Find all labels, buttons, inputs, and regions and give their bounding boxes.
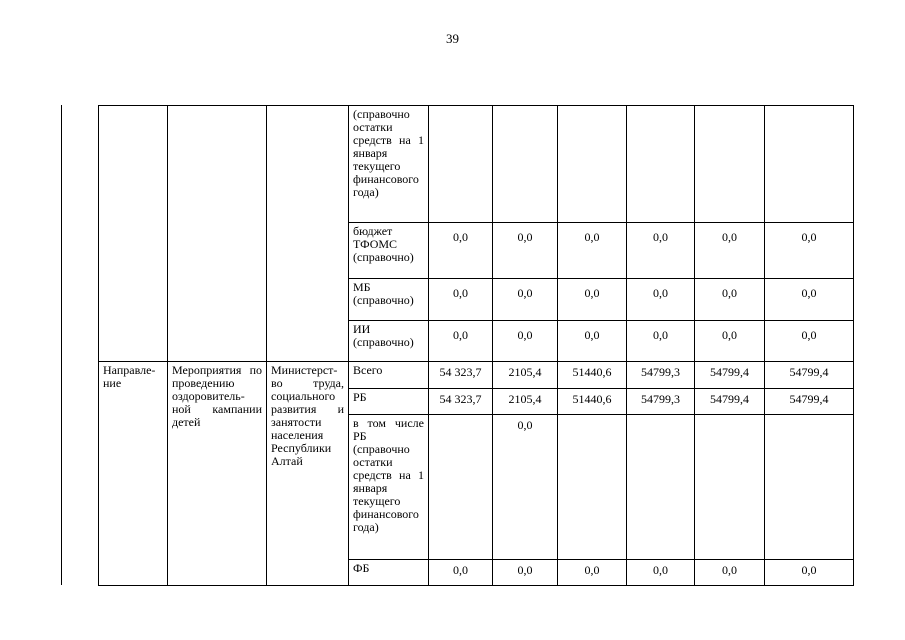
value-cell: 0,0 [493, 223, 558, 279]
budget-table [98, 105, 854, 586]
value-cell: 0,0 [429, 560, 493, 586]
value-cell [429, 106, 493, 223]
value-cell [558, 415, 627, 560]
value-cell: 0,0 [765, 560, 854, 586]
direction-cell: Направле-ние [99, 362, 168, 586]
value-cell: 0,0 [627, 560, 695, 586]
left-margin-line [61, 105, 62, 585]
value-cell: 2105,4 [493, 362, 558, 389]
value-cell: 54799,4 [695, 362, 765, 389]
value-cell: 54 323,7 [429, 389, 493, 415]
value-cell: 0,0 [558, 279, 627, 321]
value-cell: 0,0 [695, 560, 765, 586]
source-cell: МБ (справочно) [349, 279, 429, 321]
value-cell: 54 323,7 [429, 362, 493, 389]
value-cell: 51440,6 [558, 362, 627, 389]
value-cell: 0,0 [493, 321, 558, 362]
value-cell: 0,0 [765, 321, 854, 362]
source-cell: Всего [349, 362, 429, 389]
value-cell [695, 415, 765, 560]
executor-cell: Министерст-во труда, социального развития и занятости населения Республики Алтай [267, 362, 349, 586]
value-cell [695, 106, 765, 223]
value-cell: 0,0 [627, 279, 695, 321]
value-cell: 0,0 [429, 279, 493, 321]
value-cell: 0,0 [558, 321, 627, 362]
value-cell: 0,0 [695, 321, 765, 362]
value-cell: 54799,3 [627, 389, 695, 415]
table-row [99, 362, 854, 389]
value-cell: 51440,6 [558, 389, 627, 415]
value-cell: 54799,3 [627, 362, 695, 389]
source-cell: (справочно остатки средств на 1 января текущего финансового года) [349, 106, 429, 223]
value-cell: 54799,4 [695, 389, 765, 415]
value-cell: 0,0 [627, 223, 695, 279]
value-cell: 0,0 [695, 279, 765, 321]
value-cell [493, 106, 558, 223]
value-cell: 0,0 [765, 223, 854, 279]
event-cell-empty [168, 106, 267, 362]
source-cell: в том числе РБ (справочно остатки средств на 1 января текущего финансового года) [349, 415, 429, 560]
executor-cell-empty [267, 106, 349, 362]
value-cell: 0,0 [695, 223, 765, 279]
value-cell: 0,0 [627, 321, 695, 362]
value-cell [765, 415, 854, 560]
value-cell: 54799,4 [765, 389, 854, 415]
value-cell [429, 415, 493, 560]
source-cell: ФБ [349, 560, 429, 586]
direction-cell-empty [99, 106, 168, 362]
page-number: 39 [446, 31, 459, 46]
value-cell: 2105,4 [493, 389, 558, 415]
source-cell: бюджет ТФОМС (справочно) [349, 223, 429, 279]
value-cell: 0,0 [493, 415, 558, 560]
value-cell [765, 106, 854, 223]
value-cell: 0,0 [558, 223, 627, 279]
event-cell: Мероприятия по проведению оздоровитель-ной кампании детей [168, 362, 267, 586]
value-cell: 0,0 [558, 560, 627, 586]
value-cell: 54799,4 [765, 362, 854, 389]
value-cell: 0,0 [429, 223, 493, 279]
value-cell: 0,0 [493, 560, 558, 586]
value-cell [558, 106, 627, 223]
value-cell: 0,0 [765, 279, 854, 321]
value-cell: 0,0 [493, 279, 558, 321]
source-cell: ИИ (справочно) [349, 321, 429, 362]
value-cell [627, 415, 695, 560]
source-cell: РБ [349, 389, 429, 415]
table-row [99, 106, 854, 223]
value-cell: 0,0 [429, 321, 493, 362]
value-cell [627, 106, 695, 223]
